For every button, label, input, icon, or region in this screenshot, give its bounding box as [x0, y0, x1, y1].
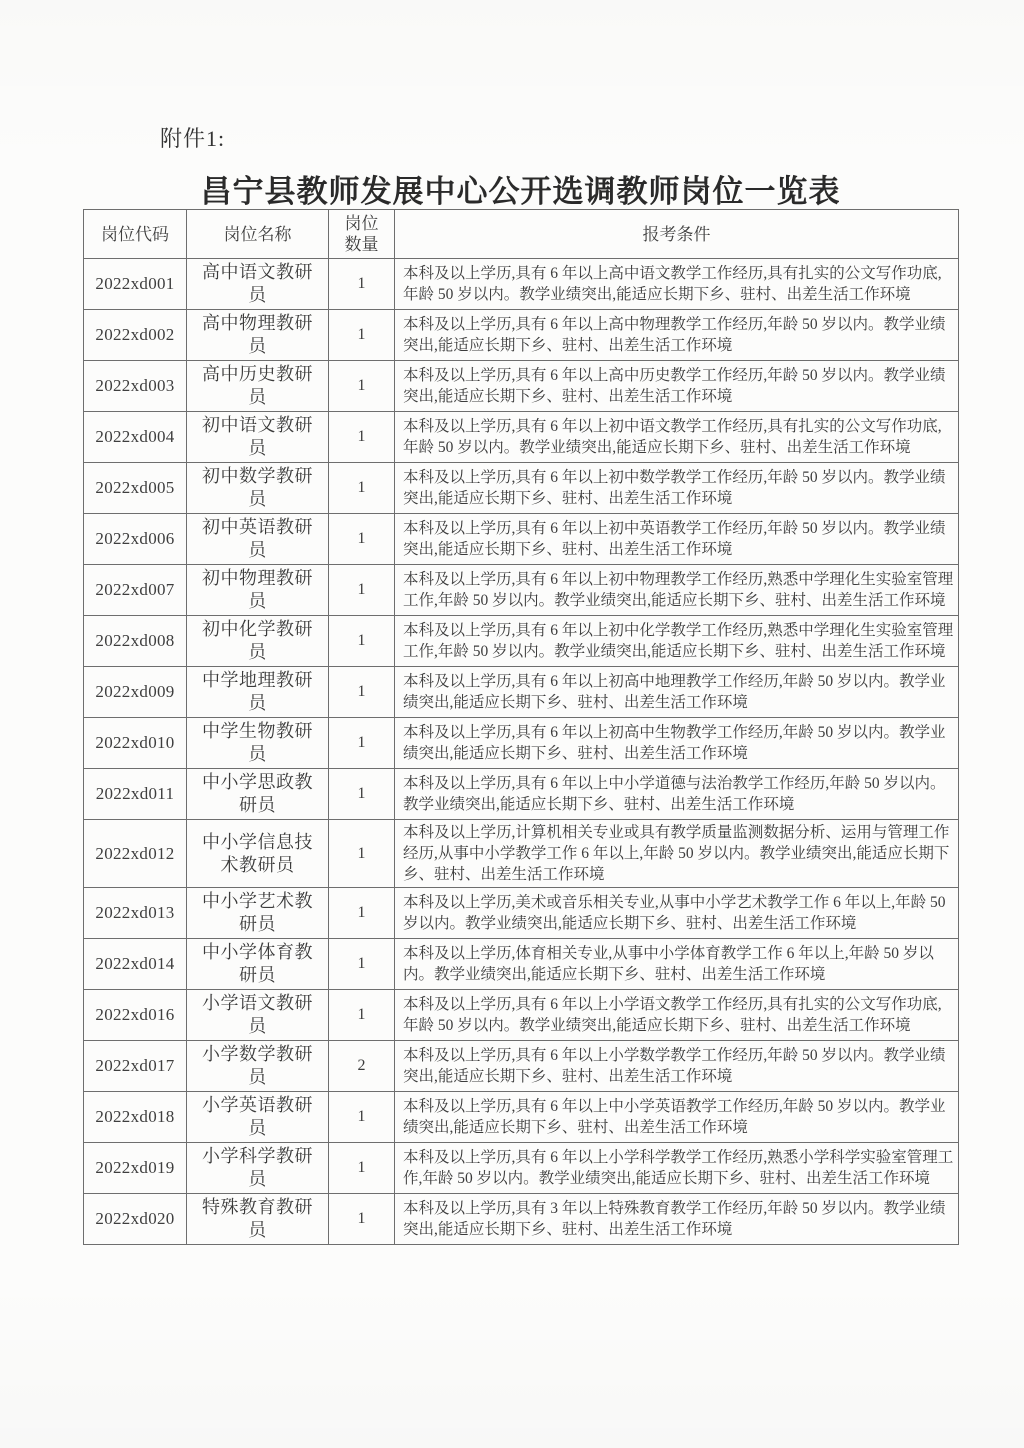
position-name-cell: 高中历史教研员: [187, 361, 329, 412]
position-code-cell: 2022xd013: [84, 888, 187, 939]
position-name-cell: 中小学思政教研员: [187, 769, 329, 820]
position-name-cell: 高中物理教研员: [187, 310, 329, 361]
position-code-cell: 2022xd018: [84, 1092, 187, 1143]
position-count-cell: 1: [329, 412, 395, 463]
position-code-cell: 2022xd005: [84, 463, 187, 514]
position-code-cell: 2022xd020: [84, 1194, 187, 1245]
table-row: [84, 1041, 959, 1092]
table-row: [84, 565, 959, 616]
requirements-cell: 本科及以上学历,美术或音乐相关专业,从事中小学艺术教学工作 6 年以上,年龄 50 岁以内。教学业绩突出,能适应长期下乡、驻村、出差生活工作环境: [395, 888, 959, 939]
position-count-cell: 1: [329, 939, 395, 990]
position-code-cell: 2022xd002: [84, 310, 187, 361]
position-code-cell: 2022xd010: [84, 718, 187, 769]
position-name-cell: 初中语文教研员: [187, 412, 329, 463]
requirements-cell: 本科及以上学历,具有 6 年以上中小学道德与法治教学工作经历,年龄 50 岁以内。教学业绩突出,能适应长期下乡、驻村、出差生活工作环境: [395, 769, 959, 820]
position-code-cell: 2022xd019: [84, 1143, 187, 1194]
requirements-cell: 本科及以上学历,计算机相关专业或具有教学质量监测数据分析、运用与管理工作经历,从事中小学教学工作 6 年以上,年龄 50 岁以内。教学业绩突出,能适应长期下乡、驻村、出差生活工作环境: [395, 820, 959, 888]
position-code-cell: 2022xd016: [84, 990, 187, 1041]
attachment-label: 附件1:: [160, 126, 226, 151]
requirements-cell: 本科及以上学历,具有 6 年以上小学科学教学工作经历,熟悉小学科学实验室管理工作,年龄 50 岁以内。教学业绩突出,能适应长期下乡、驻村、出差生活工作环境: [395, 1143, 959, 1194]
position-count-cell: 1: [329, 259, 395, 310]
position-count-cell: 1: [329, 514, 395, 565]
position-name-cell: 初中化学教研员: [187, 616, 329, 667]
position-count-cell: 1: [329, 1143, 395, 1194]
table-row: [84, 412, 959, 463]
table-body: [84, 259, 959, 1245]
requirements-cell: 本科及以上学历,具有 6 年以上初高中地理教学工作经历,年龄 50 岁以内。教学业绩突出,能适应长期下乡、驻村、出差生活工作环境: [395, 667, 959, 718]
position-code-cell: 2022xd001: [84, 259, 187, 310]
position-count-cell: 1: [329, 1194, 395, 1245]
table-row: [84, 1194, 959, 1245]
position-count-cell: 1: [329, 310, 395, 361]
requirements-cell: 本科及以上学历,具有 6 年以上初中语文教学工作经历,具有扎实的公文写作功底,年龄 50 岁以内。教学业绩突出,能适应长期下乡、驻村、出差生活工作环境: [395, 412, 959, 463]
position-name-cell: 中学生物教研员: [187, 718, 329, 769]
table-row: [84, 990, 959, 1041]
requirements-cell: 本科及以上学历,具有 6 年以上高中物理教学工作经历,年龄 50 岁以内。教学业绩突出,能适应长期下乡、驻村、出差生活工作环境: [395, 310, 959, 361]
table-row: [84, 514, 959, 565]
position-name-cell: 初中英语教研员: [187, 514, 329, 565]
requirements-cell: 本科及以上学历,具有 6 年以上初中英语教学工作经历,年龄 50 岁以内。教学业绩突出,能适应长期下乡、驻村、出差生活工作环境: [395, 514, 959, 565]
position-count-cell: 1: [329, 667, 395, 718]
table-row: [84, 463, 959, 514]
position-count-cell: 2: [329, 1041, 395, 1092]
page-title: 昌宁县教师发展中心公开选调教师岗位一览表: [200, 174, 841, 209]
column-header-position-code: 岗位代码: [84, 210, 187, 259]
table-row: [84, 310, 959, 361]
position-name-cell: 中小学艺术教研员: [187, 888, 329, 939]
position-count-cell: 1: [329, 1092, 395, 1143]
job-positions-table: [83, 209, 959, 1245]
position-name-cell: 中学地理教研员: [187, 667, 329, 718]
position-code-cell: 2022xd014: [84, 939, 187, 990]
position-count-cell: 1: [329, 361, 395, 412]
requirements-cell: 本科及以上学历,具有 6 年以上小学数学教学工作经历,年龄 50 岁以内。教学业绩突出,能适应长期下乡、驻村、出差生活工作环境: [395, 1041, 959, 1092]
position-count-cell: 1: [329, 820, 395, 888]
table-row: [84, 616, 959, 667]
requirements-cell: 本科及以上学历,具有 6 年以上初中化学教学工作经历,熟悉中学理化生实验室管理工作,年龄 50 岁以内。教学业绩突出,能适应长期下乡、驻村、出差生活工作环境: [395, 616, 959, 667]
position-count-cell: 1: [329, 990, 395, 1041]
position-code-cell: 2022xd012: [84, 820, 187, 888]
column-header-position-name: 岗位名称: [187, 210, 329, 259]
column-header-position-count: 岗位数量: [329, 210, 395, 259]
position-name-cell: 中小学信息技术教研员: [187, 820, 329, 888]
position-code-cell: 2022xd008: [84, 616, 187, 667]
position-count-cell: 1: [329, 888, 395, 939]
position-code-cell: 2022xd011: [84, 769, 187, 820]
position-count-cell: 1: [329, 463, 395, 514]
position-name-cell: 初中数学教研员: [187, 463, 329, 514]
position-name-cell: 特殊教育教研员: [187, 1194, 329, 1245]
position-name-cell: 小学英语教研员: [187, 1092, 329, 1143]
position-code-cell: 2022xd007: [84, 565, 187, 616]
position-name-cell: 小学数学教研员: [187, 1041, 329, 1092]
position-count-cell: 1: [329, 616, 395, 667]
position-code-cell: 2022xd006: [84, 514, 187, 565]
table-row: [84, 1143, 959, 1194]
position-code-cell: 2022xd004: [84, 412, 187, 463]
position-name-cell: 中小学体育教研员: [187, 939, 329, 990]
requirements-cell: 本科及以上学历,具有 6 年以上高中语文教学工作经历,具有扎实的公文写作功底,年龄 50 岁以内。教学业绩突出,能适应长期下乡、驻村、出差生活工作环境: [395, 259, 959, 310]
table-row: [84, 820, 959, 888]
table-row: [84, 888, 959, 939]
position-count-cell: 1: [329, 769, 395, 820]
requirements-cell: 本科及以上学历,具有 6 年以上初中物理教学工作经历,熟悉中学理化生实验室管理工作,年龄 50 岁以内。教学业绩突出,能适应长期下乡、驻村、出差生活工作环境: [395, 565, 959, 616]
position-count-cell: 1: [329, 718, 395, 769]
position-name-cell: 小学语文教研员: [187, 990, 329, 1041]
column-header-requirements: 报考条件: [395, 210, 959, 259]
position-code-cell: 2022xd009: [84, 667, 187, 718]
table-row: [84, 718, 959, 769]
requirements-cell: 本科及以上学历,具有 6 年以上小学语文教学工作经历,具有扎实的公文写作功底,年龄 50 岁以内。教学业绩突出,能适应长期下乡、驻村、出差生活工作环境: [395, 990, 959, 1041]
position-count-cell: 1: [329, 565, 395, 616]
requirements-cell: 本科及以上学历,具有 6 年以上中小学英语教学工作经历,年龄 50 岁以内。教学业绩突出,能适应长期下乡、驻村、出差生活工作环境: [395, 1092, 959, 1143]
position-code-cell: 2022xd017: [84, 1041, 187, 1092]
requirements-cell: 本科及以上学历,体育相关专业,从事中小学体育教学工作 6 年以上,年龄 50 岁以内。教学业绩突出,能适应长期下乡、驻村、出差生活工作环境: [395, 939, 959, 990]
table-row: [84, 361, 959, 412]
table-row: [84, 939, 959, 990]
requirements-cell: 本科及以上学历,具有 6 年以上高中历史教学工作经历,年龄 50 岁以内。教学业绩突出,能适应长期下乡、驻村、出差生活工作环境: [395, 361, 959, 412]
requirements-cell: 本科及以上学历,具有 3 年以上特殊教育教学工作经历,年龄 50 岁以内。教学业绩突出,能适应长期下乡、驻村、出差生活工作环境: [395, 1194, 959, 1245]
position-name-cell: 高中语文教研员: [187, 259, 329, 310]
requirements-cell: 本科及以上学历,具有 6 年以上初高中生物教学工作经历,年龄 50 岁以内。教学业绩突出,能适应长期下乡、驻村、出差生活工作环境: [395, 718, 959, 769]
table-row: [84, 769, 959, 820]
position-name-cell: 初中物理教研员: [187, 565, 329, 616]
table-row: [84, 1092, 959, 1143]
position-code-cell: 2022xd003: [84, 361, 187, 412]
position-name-cell: 小学科学教研员: [187, 1143, 329, 1194]
table-row: [84, 259, 959, 310]
table-header-row: [84, 210, 959, 259]
table-row: [84, 667, 959, 718]
requirements-cell: 本科及以上学历,具有 6 年以上初中数学教学工作经历,年龄 50 岁以内。教学业绩突出,能适应长期下乡、驻村、出差生活工作环境: [395, 463, 959, 514]
